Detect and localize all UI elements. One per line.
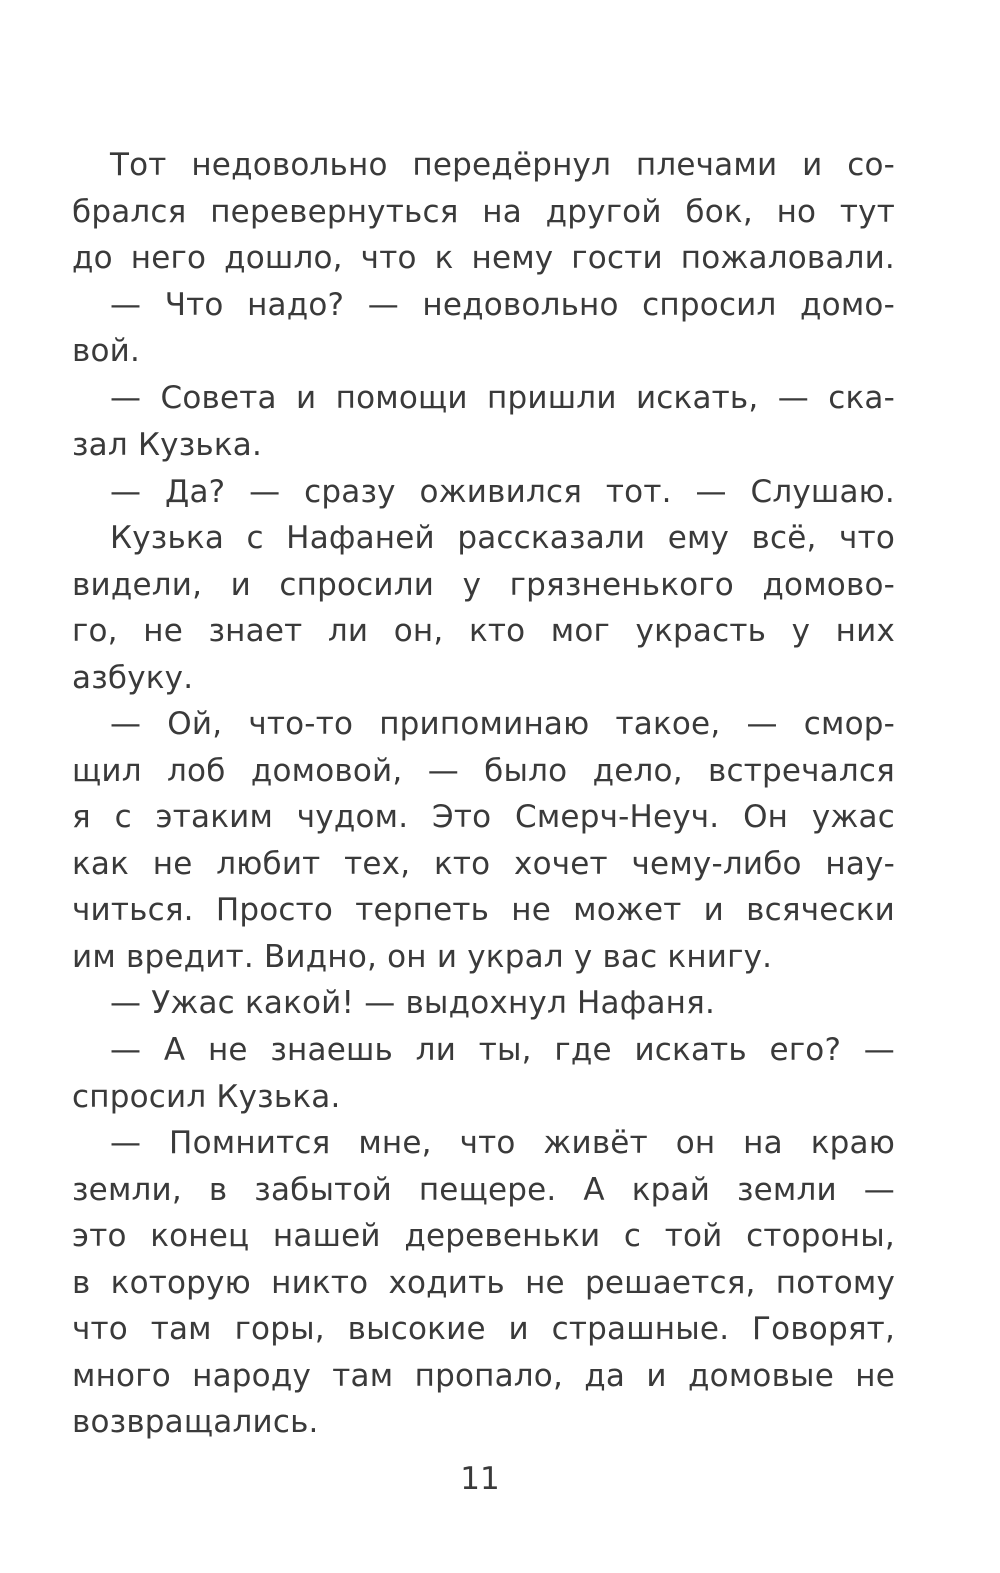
- text-line: — Что надо? — недовольно спросил домо-: [110, 287, 895, 323]
- text-line: в которую никто ходить не решается, потому: [72, 1265, 895, 1301]
- text-line: земли, в забытой пещере. А край земли —: [72, 1172, 895, 1208]
- text-line: спросил Кузька.: [72, 1079, 341, 1115]
- page-number: 11: [460, 1461, 500, 1497]
- text-line: Тот недовольно передёрнул плечами и со-: [110, 147, 895, 183]
- text-line: вой.: [72, 333, 141, 369]
- text-line: брался перевернуться на другой бок, но тут: [72, 194, 895, 230]
- text-line: — А не знаешь ли ты, где искать его? —: [110, 1032, 895, 1068]
- text-line: читься. Просто терпеть не может и всячески: [72, 892, 895, 928]
- text-line: — Совета и помощи пришли искать, — ска-: [110, 380, 895, 416]
- text-line: — Помнится мне, что живёт он на краю: [110, 1125, 895, 1161]
- text-line: видели, и спросили у грязненького домово-: [72, 567, 895, 603]
- text-line: азбуку.: [72, 660, 194, 696]
- text-line: как не любит тех, кто хочет чему-либо нау-: [72, 846, 895, 882]
- text-line: им вредит. Видно, он и украл у вас книгу.: [72, 939, 773, 975]
- text-line: много народу там пропало, да и домовые не: [72, 1358, 895, 1394]
- text-line: зал Кузька.: [72, 427, 263, 463]
- text-line: го, не знает ли он, кто мог украсть у них: [72, 613, 895, 649]
- text-line: — Ой, что-то припоминаю такое, — смор-: [110, 706, 895, 742]
- text-line: что там горы, высокие и страшные. Говорят,: [72, 1311, 895, 1347]
- text-line: — Да? — сразу оживился тот. — Слушаю.: [110, 474, 895, 510]
- text-line: это конец нашей деревеньки с той стороны,: [72, 1218, 895, 1254]
- text-line: я с этаким чудом. Это Смерч-Неуч. Он ужас: [72, 799, 895, 835]
- text-line: до него дошло, что к нему гости пожаловали.: [72, 240, 895, 276]
- text-line: возвращались.: [72, 1404, 319, 1440]
- text-line: Кузька с Нафаней рассказали ему всё, что: [110, 520, 895, 556]
- text-line: щил лоб домовой, — было дело, встречался: [72, 753, 895, 789]
- text-line: — Ужас какой! — выдохнул Нафаня.: [110, 985, 716, 1021]
